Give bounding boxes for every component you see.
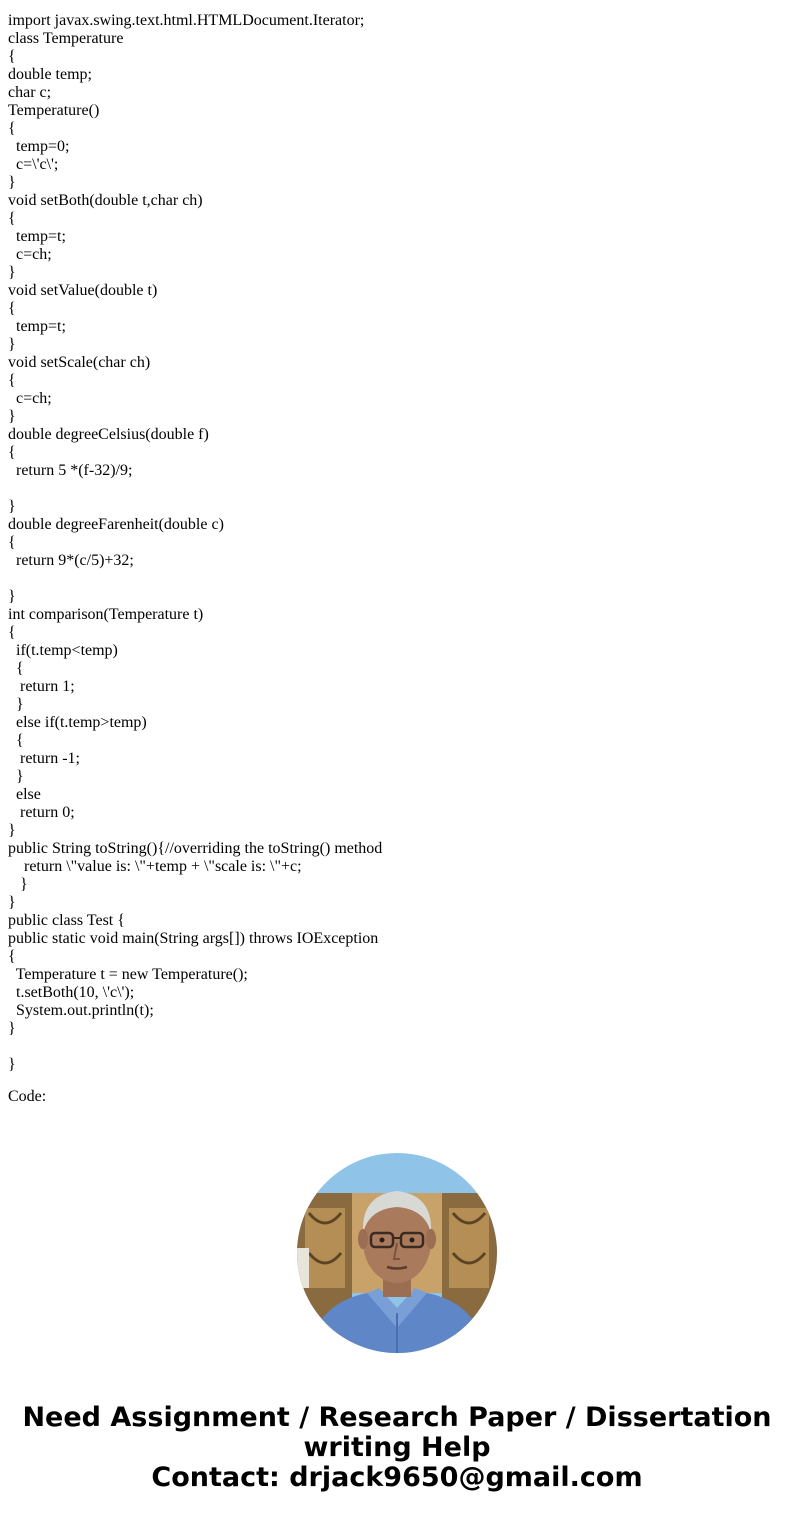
code-line: { (8, 120, 16, 137)
contact-email: Contact: drjack9650@gmail.com (151, 1462, 643, 1493)
code-line: temp=0; (8, 138, 70, 155)
code-line: { (8, 48, 16, 65)
code-line: } (8, 894, 16, 911)
code-line: { (8, 372, 16, 389)
code-line: void setValue(double t) (8, 282, 158, 299)
code-line: { (8, 660, 24, 677)
person-photo-icon (297, 1153, 497, 1353)
code-line: class Temperature (8, 30, 124, 47)
code-line: else (8, 786, 41, 803)
code-line: return \"value is: \"+temp + \"scale is: \"+c; (8, 858, 302, 875)
code-block (8, 12, 784, 1074)
code-line: } (8, 696, 24, 713)
code-line: int comparison(Temperature t) (8, 606, 204, 623)
avatar (297, 1153, 497, 1353)
code-line: if(t.temp<temp) (8, 642, 118, 659)
promo-line: Need Assignment / Research Paper / Dissertation (22, 1402, 772, 1433)
code-line: temp=t; (8, 228, 66, 245)
code-line: return 9*(c/5)+32; (8, 552, 134, 569)
code-line: Temperature t = new Temperature(); (8, 966, 248, 983)
code-line: { (8, 444, 16, 461)
code-line: temp=t; (8, 318, 66, 335)
code-line: System.out.println(t); (8, 1002, 154, 1019)
code-line: } (8, 1056, 16, 1073)
code-line: } (8, 768, 24, 785)
code-line: t.setBoth(10, \'c\'); (8, 984, 135, 1001)
promo-line: writing Help (303, 1432, 491, 1463)
code-line: double degreeCelsius(double f) (8, 426, 209, 443)
code-line (8, 1038, 784, 1056)
code-line: } (8, 822, 16, 839)
code-line: return 5 *(f-32)/9; (8, 462, 133, 479)
code-line: } (8, 264, 16, 281)
code-line: } (8, 876, 28, 893)
code-line: import javax.swing.text.html.HTMLDocument.Iterator; (8, 12, 365, 29)
promo-banner (0, 1403, 794, 1493)
code-line: else if(t.temp>temp) (8, 714, 147, 731)
code-line: { (8, 210, 16, 227)
code-line: } (8, 174, 16, 191)
code-line: } (8, 1020, 16, 1037)
code-line: public static void main(String args[]) throws IOException (8, 930, 379, 947)
code-line: } (8, 588, 16, 605)
code-line: } (8, 336, 16, 353)
code-line: { (8, 534, 16, 551)
code-line: } (8, 408, 16, 425)
code-label: Code: (8, 1088, 47, 1105)
code-line: { (8, 948, 16, 965)
code-line: { (8, 732, 24, 749)
code-line: c=ch; (8, 246, 52, 263)
code-line: Temperature() (8, 102, 100, 119)
code-line: return -1; (8, 750, 80, 767)
code-line: void setBoth(double t,char ch) (8, 192, 203, 209)
code-line: double degreeFarenheit(double c) (8, 516, 224, 533)
code-line: char c; (8, 84, 52, 101)
code-line: } (8, 498, 16, 515)
code-line: public String toString(){//overriding the toString() method (8, 840, 383, 857)
code-line: { (8, 624, 16, 641)
code-line: return 0; (8, 804, 75, 821)
code-line: void setScale(char ch) (8, 354, 151, 371)
code-line (8, 480, 784, 498)
code-line: double temp; (8, 66, 92, 83)
code-line: c=\'c\'; (8, 156, 59, 173)
code-line: c=ch; (8, 390, 52, 407)
code-line: public class Test { (8, 912, 125, 929)
code-line: return 1; (8, 678, 75, 695)
code-line (8, 570, 784, 588)
code-line: { (8, 300, 16, 317)
